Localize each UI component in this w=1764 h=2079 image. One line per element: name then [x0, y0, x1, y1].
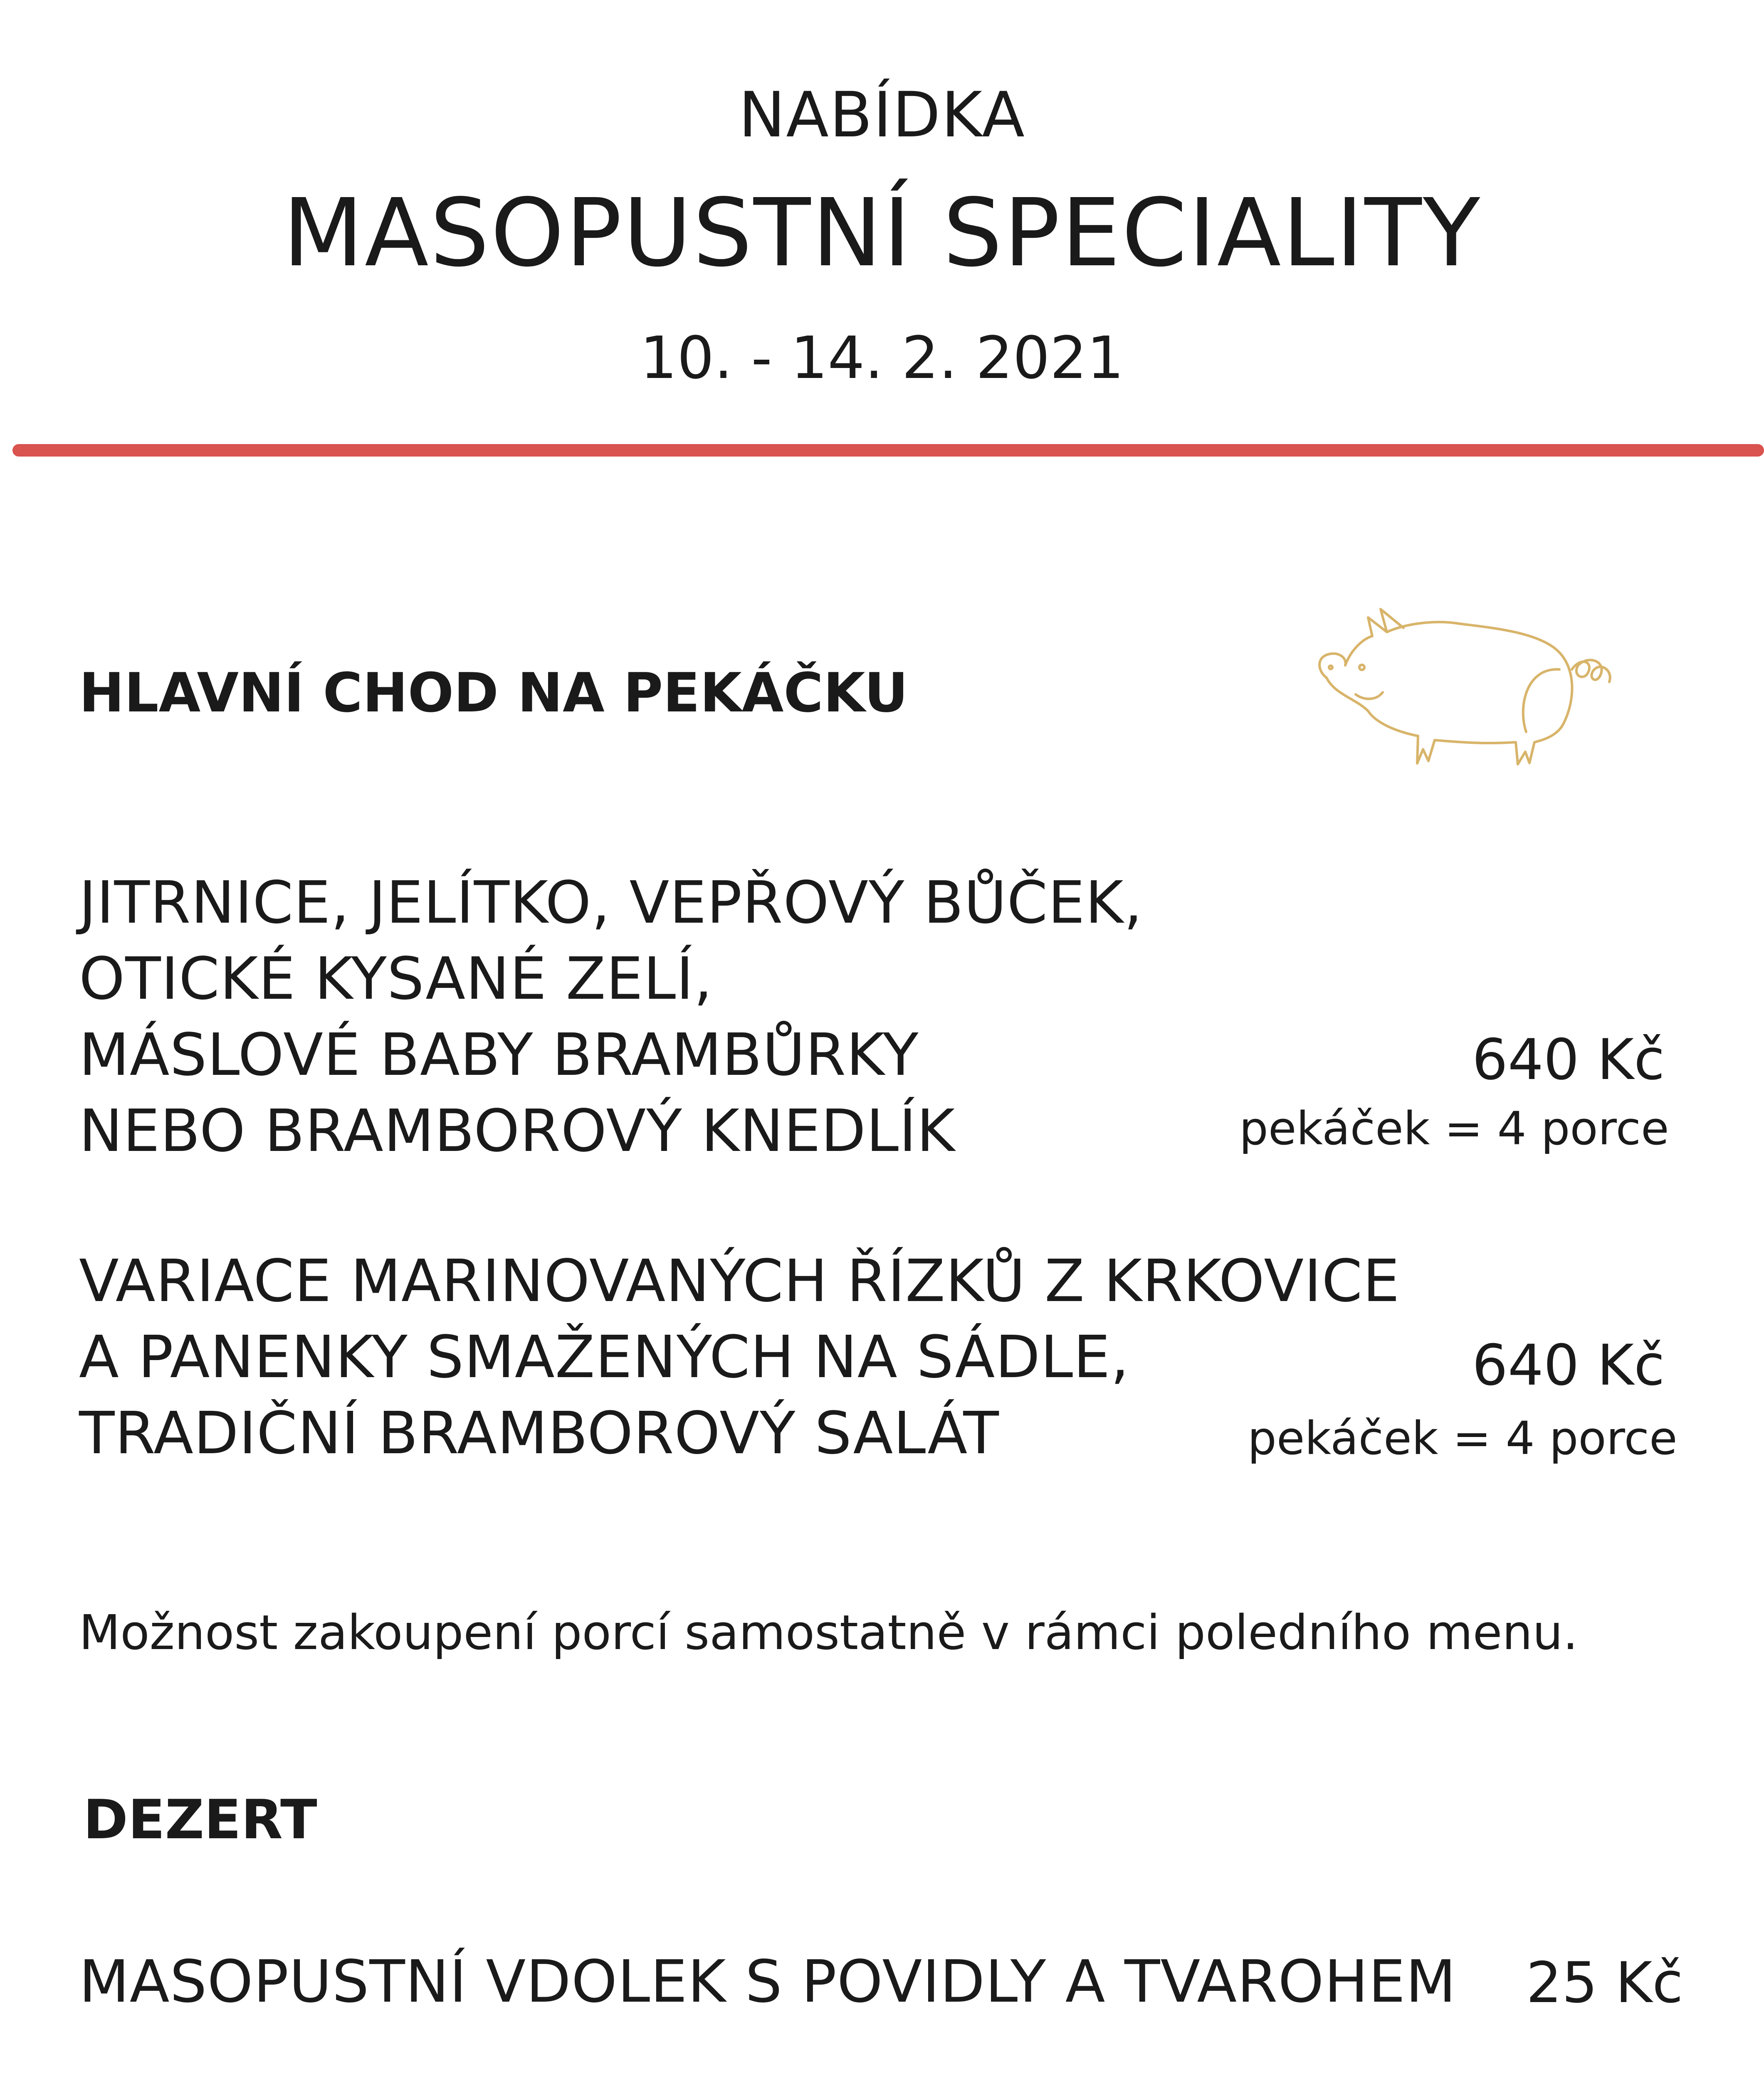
- dish-2-price: 640 Kč: [1472, 1333, 1665, 1398]
- dish-2-line: A PANENKY SMAŽENÝCH NA SÁDLE,: [79, 1323, 1130, 1391]
- pig-icon: [1302, 599, 1622, 782]
- dish-2-line: TRADIČNÍ BRAMBOROVÝ SALÁT: [79, 1400, 999, 1467]
- date-range: 10. - 14. 2. 2021: [640, 324, 1124, 392]
- dish-1-line: JITRNICE, JELÍTKO, VEPŘOVÝ BŮČEK,: [79, 869, 1143, 937]
- dish-1-description: [79, 865, 1143, 1169]
- dish-1-line: MÁSLOVÉ BABY BRAMBŮRKY: [79, 1021, 919, 1089]
- dish-2-description: [79, 1243, 1400, 1472]
- dish-1-portion-note: pekáček = 4 porce: [1239, 1102, 1669, 1155]
- dessert-price: 25 Kč: [1526, 1950, 1683, 2015]
- dessert-item: MASOPUSTNÍ VDOLEK S POVIDLY A TVAROHEM: [79, 1948, 1457, 2016]
- section-heading-dessert: DEZERT: [83, 1788, 317, 1851]
- dish-2-line: VARIACE MARINOVANÝCH ŘÍZKŮ Z KRKOVICE: [79, 1247, 1400, 1315]
- dish-1-line: NEBO BRAMBOROVÝ KNEDLÍK: [79, 1097, 956, 1165]
- dish-1-line: OTICKÉ KYSANÉ ZELÍ,: [79, 945, 713, 1013]
- portion-availability-note: Možnost zakoupení porcí samostatně v rámci poledního menu.: [79, 1605, 1578, 1661]
- header-divider: [12, 444, 1764, 457]
- menu-kicker: NABÍDKA: [739, 79, 1025, 151]
- dish-1-price: 640 Kč: [1472, 1027, 1665, 1092]
- dish-2-portion-note: pekáček = 4 porce: [1248, 1412, 1678, 1465]
- page-title: MASOPUSTNÍ SPECIALITY: [282, 179, 1482, 288]
- section-heading-main: HLAVNÍ CHOD NA PEKÁČKU: [79, 661, 908, 724]
